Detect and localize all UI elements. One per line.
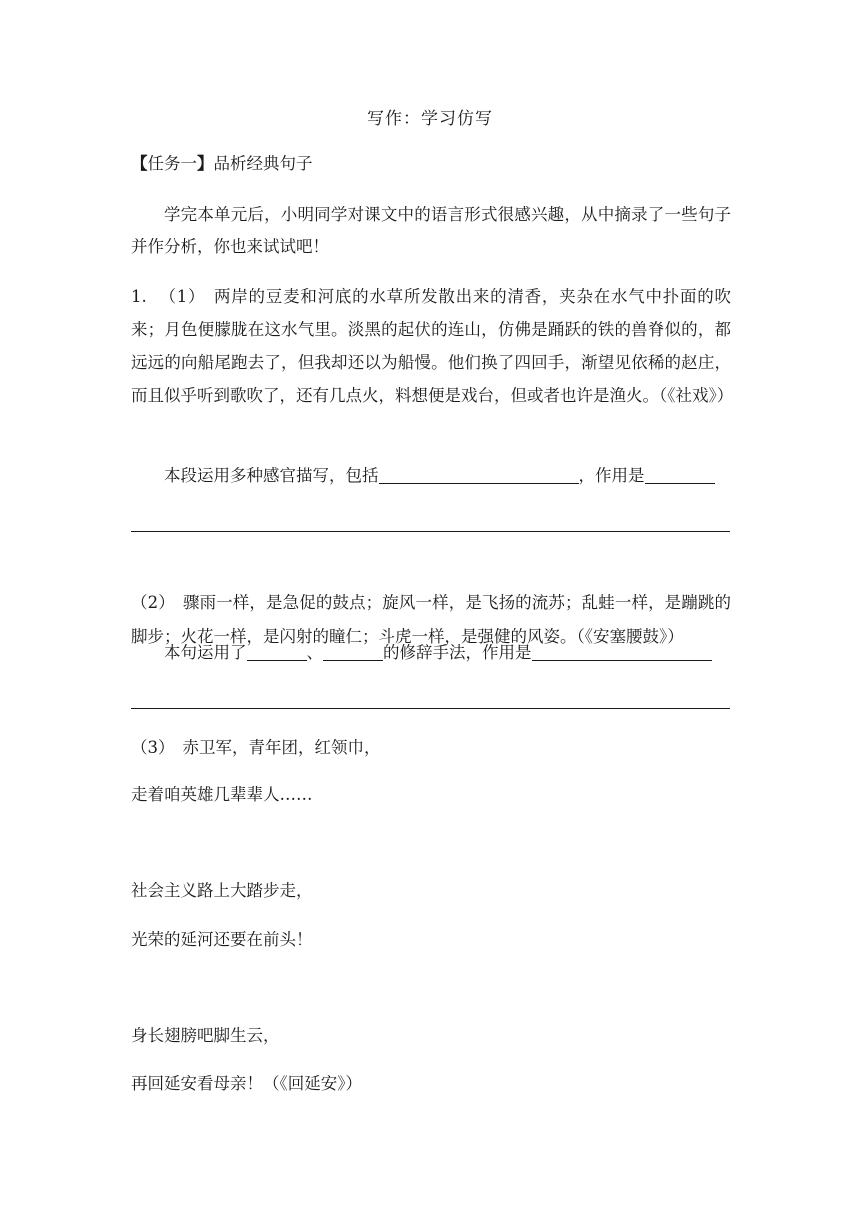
q1-sub3-line-1 [131, 736, 731, 760]
poem-line-6: 再回延安看母亲！（《回延安》） [131, 1074, 362, 1093]
intro-paragraph: 学完本单元后，小明同学对课文中的语言形式很感兴趣，从中摘录了一些句子并作分析，你也来试试吧！ [131, 205, 731, 256]
q1-sub1-prompt [131, 464, 731, 488]
q1-sub2-prompt-b: 的修辞手法，作用是 [383, 643, 532, 662]
heading-text: 品析经典句子 [213, 154, 313, 173]
answer-blank-effect-2[interactable] [532, 642, 712, 661]
poem-line-5: 身长翅膀吧脚生云， [131, 1026, 280, 1045]
task1-heading [131, 152, 731, 176]
answer-line-1[interactable] [131, 531, 730, 532]
heading-label: 任务一 [147, 154, 197, 173]
q1-number: 1. [131, 287, 147, 306]
q1-sub1-passage-text: 两岸的豆麦和河底的水草所发散出来的清香，夹杂在水气中扑面的吹来；月色便朦胧在这水气里。淡黑的起伏的连山，仿佛是踊跃的铁的兽脊似的，都远远的向船尾跑去了，但我却还以为船慢。他们换了四回手，渐望见依稀的赵庄，而且似乎听到歌吹了，还有几点火，料想便是戏台，但或者也许是渔火。（《社戏》） [131, 287, 734, 405]
answer-blank-rhetoric-2[interactable] [323, 642, 383, 661]
q1-sub2-prompt [131, 641, 731, 665]
poem-line-2: 走着咱英雄几辈辈人…… [131, 785, 313, 804]
q1-sub3-label: （3） [131, 738, 175, 757]
page-title: 写作：学习仿写 [367, 109, 493, 129]
q1-sub2-passage-text: 骤雨一样，是急促的鼓点；旋风一样，是飞扬的流苏；乱蛙一样，是蹦跳的脚步；火花一样，是闪射的瞳仁；斗虎一样，是强健的风姿。（《安塞腰鼓》） [131, 593, 732, 646]
q1-sub2-label: （2） [131, 593, 175, 612]
q1-sub2-prompt-a: 本句运用了 [164, 643, 247, 662]
heading-bracket-close: 】 [197, 154, 214, 173]
poem-line-4: 光荣的延河还要在前头！ [131, 930, 313, 949]
poem-line-1: 赤卫军，青年团，红领巾， [182, 738, 381, 757]
heading-bracket-open: 【 [131, 154, 148, 173]
answer-blank-senses[interactable] [379, 465, 579, 484]
q1-sub1-label: （1） [158, 287, 206, 306]
q1-sub1-prompt-a: 本段运用多种感官描写，包括 [164, 466, 379, 485]
q1-sub1-prompt-b: ，作用是 [578, 466, 645, 485]
answer-blank-effect-1[interactable] [645, 465, 715, 484]
answer-blank-rhetoric-1[interactable] [247, 642, 307, 661]
q1-sub1-passage [131, 280, 734, 412]
answer-line-2[interactable] [131, 708, 730, 709]
q1-sub2-prompt-sep: 、 [306, 643, 323, 662]
poem-line-3: 社会主义路上大踏步走， [131, 881, 313, 900]
